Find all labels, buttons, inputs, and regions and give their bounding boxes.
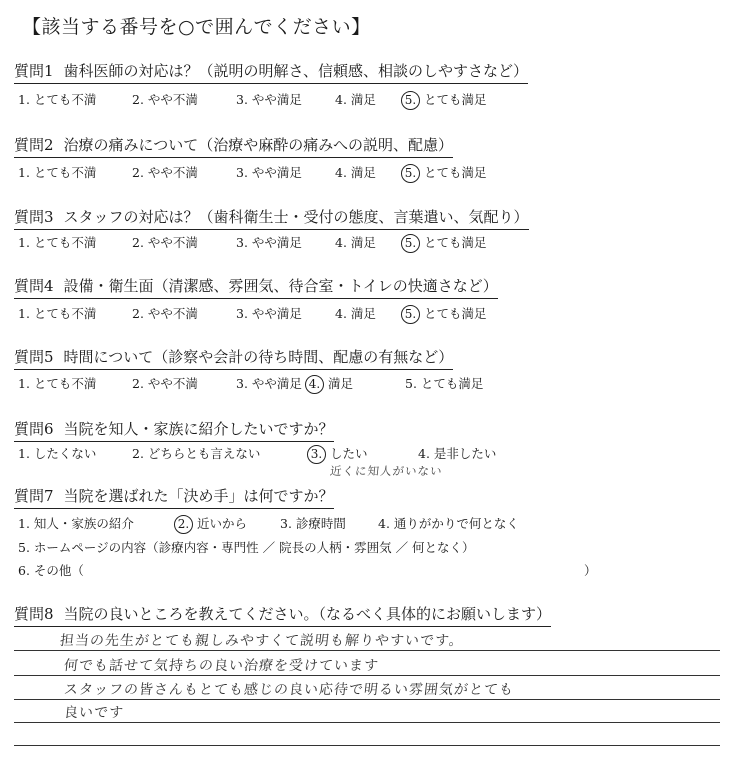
q7-option-1[interactable]: 1. 知人・家族の紹介: [18, 516, 134, 531]
q6-option-3-selected[interactable]: 3. したい: [311, 444, 368, 464]
question-2-heading: [14, 134, 453, 158]
question-8-heading: [14, 603, 551, 627]
question-1-number: 質問1: [14, 62, 54, 80]
question-3-number: 質問3: [14, 208, 54, 226]
q5-option-1[interactable]: 1. とても不満: [18, 376, 97, 391]
q3-option-3[interactable]: 3. やや満足: [236, 235, 302, 250]
selected-circle-mark: 5.: [401, 164, 420, 183]
question-6-text: 当院を知人・家族に紹介したいですか？: [63, 420, 334, 438]
answer-rule-line: [14, 699, 720, 700]
q3-option-5-selected[interactable]: 5. とても満足: [405, 233, 487, 253]
answer-rule-line: [14, 650, 720, 651]
q2-option-4[interactable]: 4. 満足: [335, 165, 376, 180]
q8-answer-line-3: スタッフの皆さんもとても感じの良い応待で明るい雰囲気がとても: [63, 682, 515, 698]
q2-option-5-selected[interactable]: 5. とても満足: [405, 163, 487, 183]
question-3-heading: [14, 206, 529, 230]
q7-option-6[interactable]: 6. その他（: [18, 563, 84, 578]
question-5-text: 時間について（診察や会計の待ち時間、配慮の有無など）: [63, 348, 454, 366]
question-7-heading: [14, 485, 334, 509]
q5-option-4-selected[interactable]: 4. 満足: [309, 374, 353, 394]
q1-option-4[interactable]: 4. 満足: [335, 92, 376, 107]
question-4-text: 設備・衛生面（清潔感、雰囲気、待合室・トイレの快適さなど）: [63, 277, 498, 295]
q8-answer-line-4: 良いです: [63, 705, 125, 721]
q5-option-2[interactable]: 2. やや不満: [132, 376, 198, 391]
q6-handwritten-note: 近くに知人がいない: [329, 464, 444, 478]
q3-option-2[interactable]: 2. やや不満: [132, 235, 198, 250]
q5-option-3[interactable]: 3. やや満足: [236, 376, 302, 391]
answer-rule-line: [14, 745, 720, 746]
question-2-number: 質問2: [14, 136, 54, 154]
question-7-text: 当院を選ばれた「決め手」は何ですか？: [63, 487, 334, 505]
q6-option-2[interactable]: 2. どちらとも言えない: [132, 446, 261, 461]
q8-answer-line-2: 何でも話せて気持ちの良い治療を受けています: [63, 658, 380, 674]
question-5-heading: [14, 346, 453, 370]
selected-circle-mark: 5.: [401, 305, 420, 324]
question-7-number: 質問7: [14, 487, 54, 505]
q5-option-5[interactable]: 5. とても満足: [405, 376, 484, 391]
q7-option-5[interactable]: 5. ホームページの内容（診療内容・専門性 ／ 院長の人柄・雰囲気 ／ 何となく）: [18, 540, 475, 555]
selected-circle-mark: 4.: [305, 375, 324, 394]
question-1-text: 歯科医師の対応は？（説明の明解さ、信頼感、相談のしやすさなど）: [63, 62, 528, 80]
q3-option-4[interactable]: 4. 満足: [335, 235, 376, 250]
q8-answer-line-1: 担当の先生がとても親しみやすくて説明も解りやすいです。: [59, 633, 465, 649]
q1-option-5-selected[interactable]: 5. とても満足: [405, 90, 487, 110]
q3-option-1[interactable]: 1. とても不満: [18, 235, 97, 250]
q6-option-4[interactable]: 4. 是非したい: [418, 446, 497, 461]
q4-option-3[interactable]: 3. やや満足: [236, 306, 302, 321]
selected-circle-mark: 5.: [401, 234, 420, 253]
selected-circle-mark: 5.: [401, 91, 420, 110]
q2-option-3[interactable]: 3. やや満足: [236, 165, 302, 180]
page-title: 【該当する番号を○で囲んでください】: [22, 16, 371, 38]
question-4-heading: [14, 275, 498, 299]
selected-circle-mark: 2.: [174, 515, 193, 534]
question-4-number: 質問4: [14, 277, 54, 295]
q1-option-1[interactable]: 1. とても不満: [18, 92, 97, 107]
question-2-text: 治療の痛みについて（治療や麻酔の痛みへの説明、配慮）: [63, 136, 453, 154]
q4-option-4[interactable]: 4. 満足: [335, 306, 376, 321]
q7-option-3[interactable]: 3. 診療時間: [280, 516, 346, 531]
q1-option-3[interactable]: 3. やや満足: [236, 92, 302, 107]
question-8-number: 質問8: [14, 605, 54, 623]
q4-option-2[interactable]: 2. やや不満: [132, 306, 198, 321]
question-6-heading: [14, 418, 334, 442]
question-8-text: 当院の良いところを教えてください。（なるべく具体的にお願いします）: [63, 605, 552, 623]
selected-circle-mark: 3.: [307, 445, 326, 464]
answer-rule-line: [14, 722, 720, 723]
question-6-number: 質問6: [14, 420, 54, 438]
question-3-text: スタッフの対応は？（歯科衛生士・受付の態度、言葉遣い、気配り）: [63, 208, 529, 226]
answer-rule-line: [14, 675, 720, 676]
q6-option-1[interactable]: 1. したくない: [18, 446, 97, 461]
q1-option-2[interactable]: 2. やや不満: [132, 92, 198, 107]
question-5-number: 質問5: [14, 348, 54, 366]
question-7-line-3: [18, 561, 598, 579]
q7-other-close-paren: ）: [584, 563, 597, 578]
q7-option-2-selected[interactable]: 2. 近いから: [178, 514, 247, 534]
q2-option-1[interactable]: 1. とても不満: [18, 165, 97, 180]
q7-option-4[interactable]: 4. 通りがかりで何となく: [378, 516, 519, 531]
q4-option-5-selected[interactable]: 5. とても満足: [405, 304, 487, 324]
question-1-heading: [14, 60, 528, 84]
q4-option-1[interactable]: 1. とても不満: [18, 306, 97, 321]
q2-option-2[interactable]: 2. やや不満: [132, 165, 198, 180]
